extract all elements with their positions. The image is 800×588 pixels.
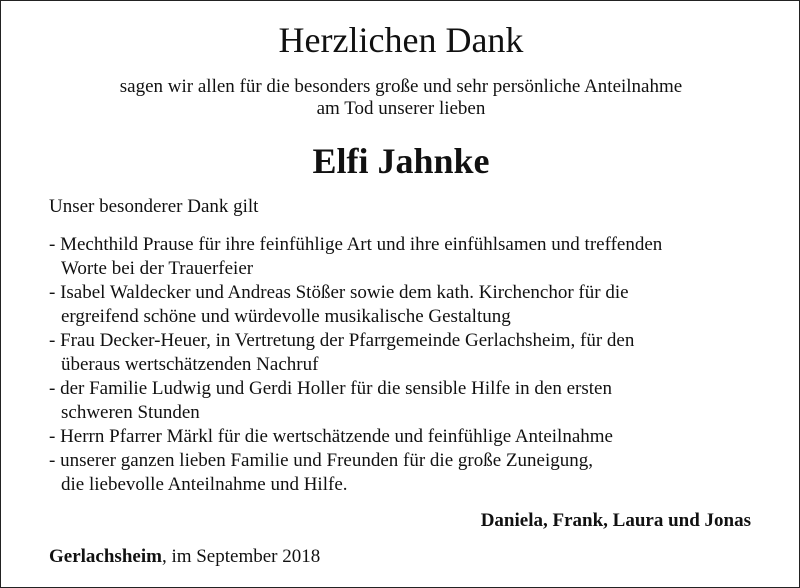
place-and-date (49, 545, 320, 569)
family-signature: Daniela, Frank, Laura und Jonas (480, 510, 751, 531)
intro-line: am Tod unserer lieben (316, 98, 486, 119)
thanks-item (49, 233, 769, 281)
thanks-item-line: - der Familie Ludwig und Gerdi Holler für die sensible Hilfe in den ersten (49, 378, 612, 399)
thanks-item (49, 281, 769, 329)
thanks-list (49, 233, 769, 497)
thanks-item-line: - unserer ganzen lieben Familie und Freunden für die große Zuneigung, (49, 450, 593, 471)
thanks-item-line: - Isabel Waldecker und Andreas Stößer sowie dem kath. Kirchenchor für die (49, 282, 629, 303)
thanks-item-line: die liebevolle Anteilnahme und Hilfe. (61, 474, 348, 495)
notice-heading: Herzlichen Dank (278, 20, 524, 60)
thanks-item-line: - Herrn Pfarrer Märkl für die wertschätzende und feinfühlige Anteilnahme (49, 426, 613, 447)
thanks-item (49, 377, 769, 425)
thanks-item-line: - Frau Decker-Heuer, in Vertretung der Pfarrgemeinde Gerlachsheim, für den (49, 330, 635, 351)
thanks-item-line: Worte bei der Trauerfeier (61, 258, 254, 279)
thanks-item-line: überaus wertschätzenden Nachruf (61, 354, 319, 375)
thanks-item-line: - Mechthild Prause für ihre feinfühlige Art und ihre einfühlsamen und treffenden (49, 234, 663, 255)
thanks-item (49, 329, 769, 377)
thanks-lead: Unser besonderer Dank gilt (49, 196, 259, 217)
intro-text (1, 76, 800, 120)
thanks-item-line: schweren Stunden (61, 402, 200, 423)
thanks-item (49, 449, 769, 497)
thanks-item (49, 425, 769, 449)
thanks-item-line: ergreifend schöne und würdevolle musikalische Gestaltung (61, 306, 511, 327)
deceased-name: Elfi Jahnke (312, 141, 490, 181)
date-text: , im September 2018 (161, 546, 321, 567)
intro-line: sagen wir allen für die besonders große und sehr persönliche Anteilnahme (119, 76, 683, 97)
place-name: Gerlachsheim (49, 546, 162, 567)
